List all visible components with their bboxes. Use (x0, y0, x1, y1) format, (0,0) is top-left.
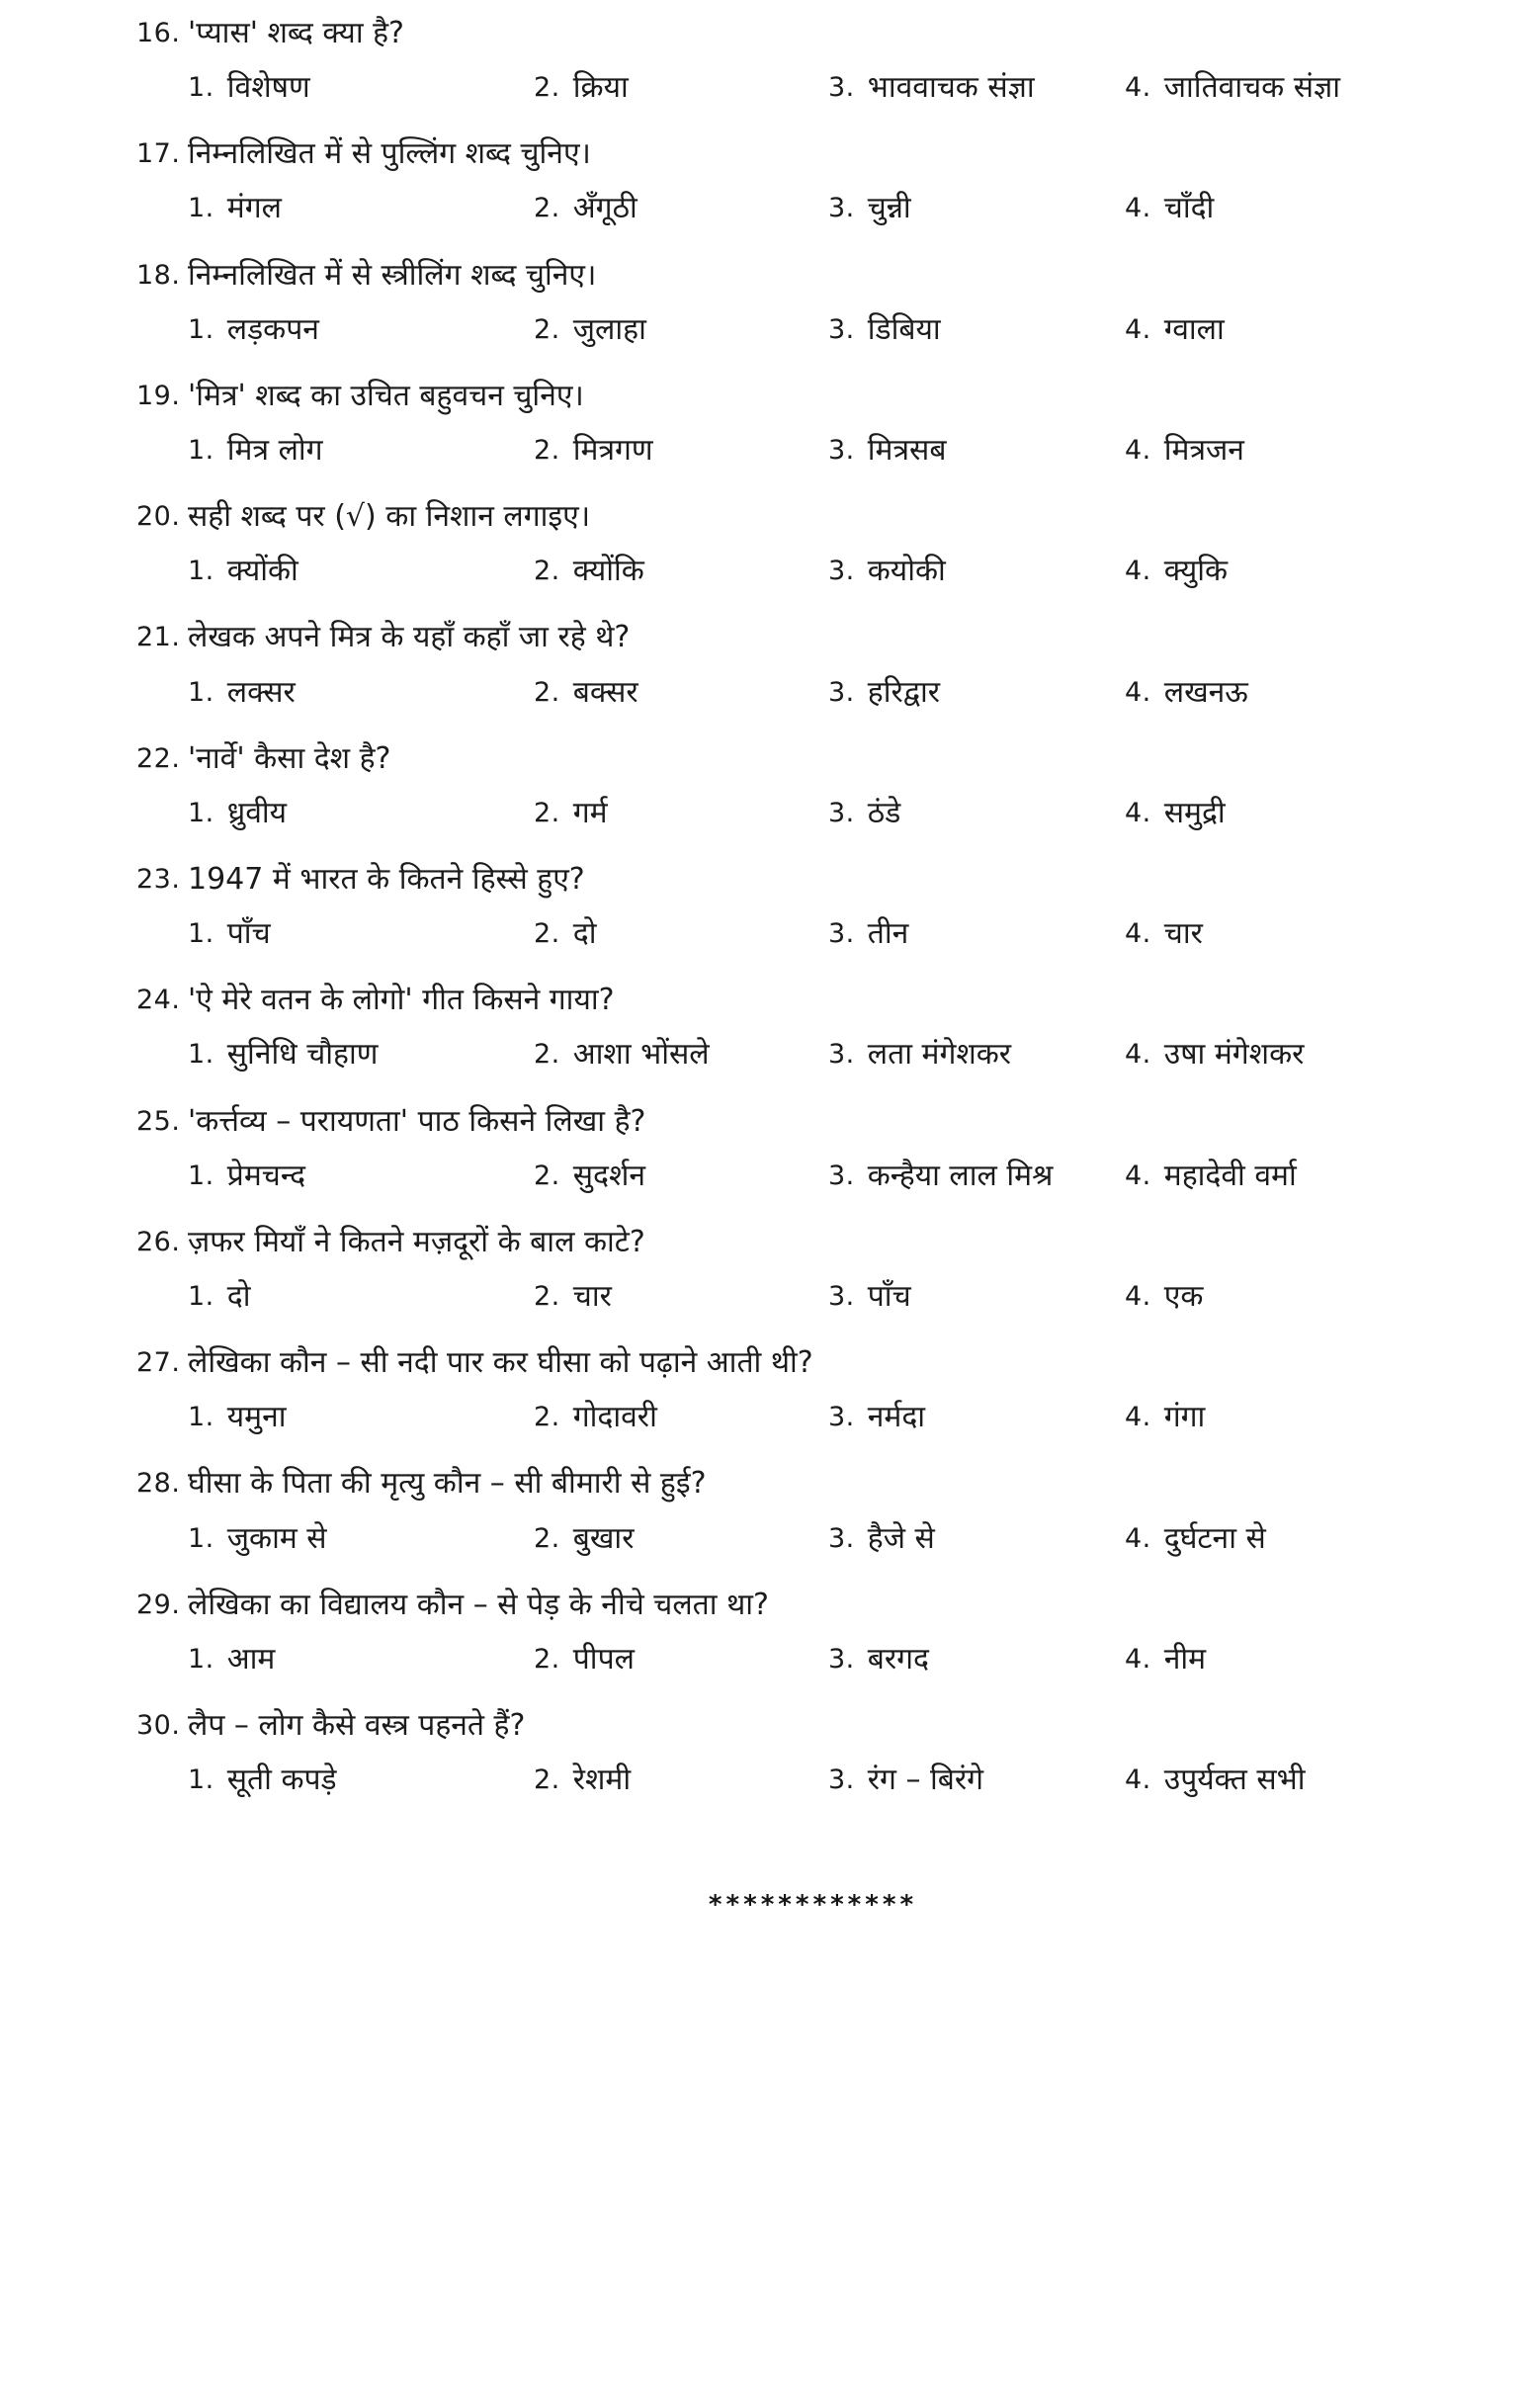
option-label: मंगल (226, 191, 282, 226)
option-label: गोदावरी (572, 1400, 657, 1435)
option-label: चुन्नी (867, 191, 911, 226)
option-number: 2. (534, 1039, 560, 1071)
question-number: 25. (136, 1105, 181, 1137)
option-number: 3. (828, 1160, 855, 1191)
option-label: मित्र लोग (226, 432, 323, 468)
option-label: कयोकी (867, 554, 946, 589)
question-number: 28. (136, 1468, 181, 1500)
option (534, 1157, 828, 1195)
question-text: निम्नलिखित में से स्त्रीलिंग शब्द चुनिए। (188, 257, 597, 293)
question-number: 23. (136, 863, 181, 895)
option-number: 1. (188, 193, 214, 224)
option (828, 1157, 1125, 1195)
option (534, 68, 828, 107)
question-text: घीसा के पिता की मृत्यु कौन – सी बीमारी से हुई? (188, 1466, 707, 1502)
question-number: 24. (136, 985, 181, 1016)
option (1125, 1519, 1489, 1558)
option-number: 1. (188, 797, 214, 828)
option-label: मित्रसब (867, 432, 947, 468)
option-label: सुदर्शन (572, 1158, 646, 1193)
option-label: चाँदी (1163, 191, 1215, 226)
option (1125, 673, 1489, 712)
option (534, 310, 828, 349)
option-label: मित्रजन (1163, 432, 1244, 468)
question-number: 29. (136, 1589, 181, 1620)
option-number: 2. (534, 1643, 560, 1675)
option-number: 1. (188, 1280, 214, 1312)
option (828, 68, 1125, 107)
question-text: सही शब्द पर (√) का निशान लगाइए। (188, 499, 591, 535)
option-number: 2. (534, 556, 560, 587)
option-number: 4. (1125, 434, 1151, 466)
question-text: लेखक अपने मित्र के यहाँ कहाँ जा रहे थे? (188, 620, 631, 655)
option (828, 673, 1125, 712)
option-number: 1. (188, 1764, 214, 1796)
option-number: 4. (1125, 72, 1151, 104)
option-label: गंगा (1163, 1400, 1206, 1435)
option-number: 4. (1125, 193, 1151, 224)
question-line (136, 739, 1489, 778)
option-number: 4. (1125, 1280, 1151, 1312)
option-label: दुर्घटना से (1163, 1520, 1266, 1556)
option (828, 1398, 1125, 1436)
options-row (188, 1398, 1489, 1436)
question-text: लेखिका का विद्यालय कौन – से पेड़ के नीचे चलता था? (188, 1587, 769, 1622)
option-number: 4. (1125, 1643, 1151, 1675)
option-label: डिबिया (867, 311, 941, 347)
option-number: 2. (534, 676, 560, 708)
option-number: 2. (534, 1764, 560, 1796)
option-number: 1. (188, 1643, 214, 1675)
option-label: सुनिधि चौहाण (226, 1037, 379, 1073)
question-text: 'कर्त्तव्य – परायणता' पाठ किसने लिखा है? (188, 1103, 646, 1139)
question-text: 'मित्र' शब्द का उचित बहुवचन चुनिए। (188, 378, 584, 413)
option-number: 3. (828, 72, 855, 104)
question-line (136, 1586, 1489, 1624)
options-row (188, 1640, 1489, 1678)
option-label: लता मंगेशकर (867, 1037, 1012, 1073)
question-block (136, 1102, 1489, 1195)
option-number: 4. (1125, 313, 1151, 345)
option (534, 552, 828, 590)
option (1125, 1640, 1489, 1678)
option-label: भाववाचक संज्ञा (867, 70, 1035, 106)
option (828, 552, 1125, 590)
question-number: 21. (136, 622, 181, 653)
option (534, 914, 828, 953)
option (828, 1519, 1125, 1558)
option-number: 1. (188, 1160, 214, 1191)
options-row (188, 1277, 1489, 1316)
option-label: विशेषण (226, 70, 310, 106)
option-number: 3. (828, 797, 855, 828)
question-block (136, 1343, 1489, 1436)
option (188, 673, 534, 712)
option (828, 431, 1125, 470)
option (1125, 794, 1489, 832)
option-label: जुलाहा (572, 311, 646, 347)
option (1125, 1035, 1489, 1074)
question-number: 30. (136, 1709, 181, 1741)
question-line (136, 1464, 1489, 1503)
option-label: दो (226, 1278, 251, 1314)
option-label: लड़कपन (226, 311, 319, 347)
question-text: लेखिका कौन – सी नदी पार कर घीसा को पढ़ाने आती थी? (188, 1345, 813, 1381)
option-number: 1. (188, 918, 214, 950)
options-row (188, 1761, 1489, 1799)
question-line (136, 1343, 1489, 1382)
question-line (136, 1706, 1489, 1745)
question-number: 18. (136, 259, 181, 291)
questions-list (136, 14, 1489, 1799)
question-number: 19. (136, 380, 181, 411)
option-label: हरिद्वार (867, 674, 941, 710)
option-number: 4. (1125, 797, 1151, 828)
question-line (136, 981, 1489, 1019)
option (1125, 914, 1489, 953)
option-number: 2. (534, 918, 560, 950)
option-number: 1. (188, 313, 214, 345)
option-label: प्रेमचन्द (226, 1158, 306, 1193)
option (188, 68, 534, 107)
option-number: 1. (188, 434, 214, 466)
option-number: 1. (188, 556, 214, 587)
option (534, 673, 828, 712)
option (1125, 431, 1489, 470)
option-label: अँगूठी (572, 191, 637, 226)
option-label: नीम (1163, 1641, 1207, 1677)
question-block (136, 1586, 1489, 1678)
option-number: 2. (534, 1280, 560, 1312)
option-number: 3. (828, 313, 855, 345)
question-block (136, 618, 1489, 711)
question-block (136, 1706, 1489, 1799)
option-label: क्योंकी (226, 554, 298, 589)
option-number: 4. (1125, 556, 1151, 587)
option (828, 794, 1125, 832)
options-row (188, 914, 1489, 953)
option-label: चार (572, 1278, 612, 1314)
option-label: दो (572, 916, 597, 952)
option (188, 189, 534, 227)
question-text: 1947 में भारत के कितने हिस्से हुए? (188, 861, 585, 897)
option-label: बुखार (572, 1520, 635, 1556)
option-label: एक (1163, 1278, 1204, 1314)
option-label: ग्वाला (1163, 311, 1225, 347)
option-label: पीपल (572, 1641, 635, 1677)
question-text: ज़फर मियाँ ने कितने मज़दूरों के बाल काटे? (188, 1224, 645, 1259)
option (1125, 1761, 1489, 1799)
option (828, 310, 1125, 349)
question-line (136, 134, 1489, 173)
question-block (136, 134, 1489, 227)
option-number: 2. (534, 1160, 560, 1191)
question-line (136, 1223, 1489, 1261)
option (534, 1035, 828, 1074)
option-number: 3. (828, 1039, 855, 1071)
option-number: 2. (534, 72, 560, 104)
option (534, 1761, 828, 1799)
question-block (136, 377, 1489, 470)
question-text: 'ऐ मेरे वतन के लोगो' गीत किसने गाया? (188, 983, 615, 1018)
option-number: 3. (828, 1764, 855, 1796)
option-label: रेशमी (572, 1763, 632, 1798)
option-number: 2. (534, 193, 560, 224)
option (1125, 1277, 1489, 1316)
option-label: लखनऊ (1163, 674, 1248, 710)
option-number: 4. (1125, 676, 1151, 708)
options-row (188, 1519, 1489, 1558)
option-number: 1. (188, 72, 214, 104)
question-number: 27. (136, 1347, 181, 1379)
option-number: 3. (828, 1280, 855, 1312)
option-number: 3. (828, 434, 855, 466)
question-text: लैप – लोग कैसे वस्त्र पहनते हैं? (188, 1707, 526, 1743)
option (534, 1519, 828, 1558)
option (828, 1277, 1125, 1316)
option (828, 1035, 1125, 1074)
options-row (188, 794, 1489, 832)
option (534, 431, 828, 470)
question-number: 20. (136, 501, 181, 533)
options-row (188, 68, 1489, 107)
option-number: 4. (1125, 918, 1151, 950)
option-number: 3. (828, 1643, 855, 1675)
question-line (136, 497, 1489, 536)
option-number: 2. (534, 1522, 560, 1554)
option (828, 1640, 1125, 1678)
option (534, 189, 828, 227)
option-label: ठंडे (867, 795, 901, 830)
question-block (136, 14, 1489, 107)
options-row (188, 431, 1489, 470)
option-label: मित्रगण (572, 432, 653, 468)
options-row (188, 1157, 1489, 1195)
option-label: उषा मंगेशकर (1163, 1037, 1305, 1073)
option-label: ध्रुवीय (226, 795, 288, 830)
option (188, 1398, 534, 1436)
option-label: गर्म (572, 795, 608, 830)
option-label: आम (226, 1641, 276, 1677)
option (188, 914, 534, 953)
option (828, 1761, 1125, 1799)
question-block (136, 739, 1489, 832)
option-label: क्रिया (572, 70, 629, 106)
option (188, 431, 534, 470)
option-number: 4. (1125, 1039, 1151, 1071)
option-label: चार (1163, 916, 1203, 952)
question-text: 'प्यास' शब्द क्या है? (188, 16, 404, 50)
option-label: महादेवी वर्मा (1163, 1158, 1297, 1193)
question-line (136, 1102, 1489, 1141)
separator-asterisks: ************ (708, 1890, 918, 1921)
option (1125, 189, 1489, 227)
option-label: क्युकि (1163, 554, 1229, 589)
option-label: कन्हैया लाल मिश्र (867, 1158, 1054, 1193)
option-number: 3. (828, 1522, 855, 1554)
option-number: 4. (1125, 1160, 1151, 1191)
question-number: 26. (136, 1226, 181, 1257)
option (188, 1640, 534, 1678)
option (1125, 310, 1489, 349)
question-line (136, 860, 1489, 899)
option-number: 1. (188, 1402, 214, 1433)
option (188, 794, 534, 832)
option (534, 1277, 828, 1316)
option-label: क्योंकि (572, 554, 644, 589)
option-label: आशा भोंसले (572, 1037, 710, 1073)
option-number: 1. (188, 1522, 214, 1554)
option-label: लक्सर (226, 674, 296, 710)
option-label: जातिवाचक संज्ञा (1163, 70, 1341, 106)
option-label: सूती कपड़े (226, 1763, 337, 1798)
question-line (136, 256, 1489, 295)
option (828, 189, 1125, 227)
option-label: उपुर्यक्त सभी (1163, 1763, 1306, 1798)
options-row (188, 310, 1489, 349)
option-label: बरगद (867, 1641, 929, 1677)
option-number: 3. (828, 676, 855, 708)
options-row (188, 1035, 1489, 1074)
option (188, 1519, 534, 1558)
option-number: 1. (188, 676, 214, 708)
option-number: 2. (534, 797, 560, 828)
question-block (136, 497, 1489, 590)
options-row (188, 673, 1489, 712)
option-label: पाँच (226, 916, 271, 952)
question-text: निम्नलिखित में से पुल्लिंग शब्द चुनिए। (188, 136, 591, 172)
question-block (136, 256, 1489, 349)
question-line (136, 377, 1489, 415)
question-block (136, 1464, 1489, 1557)
option (534, 794, 828, 832)
option-number: 3. (828, 193, 855, 224)
option-label: रंग – बिरंगे (867, 1763, 984, 1798)
option-number: 4. (1125, 1764, 1151, 1796)
option-number: 3. (828, 1402, 855, 1433)
option-label: हैजे से (867, 1520, 935, 1556)
option-label: नर्मदा (867, 1400, 926, 1435)
option-label: बक्सर (572, 674, 638, 710)
option (534, 1398, 828, 1436)
option-label: यमुना (226, 1400, 287, 1435)
question-block (136, 860, 1489, 953)
option-label: समुद्री (1163, 795, 1226, 830)
option-number: 3. (828, 918, 855, 950)
option-label: पाँच (867, 1278, 911, 1314)
question-line (136, 618, 1489, 656)
option (188, 1035, 534, 1074)
option-number: 3. (828, 556, 855, 587)
question-line (136, 14, 1489, 52)
option (1125, 552, 1489, 590)
option (534, 1640, 828, 1678)
option-number: 4. (1125, 1522, 1151, 1554)
option (1125, 1157, 1489, 1195)
option (188, 1157, 534, 1195)
option (188, 552, 534, 590)
question-number: 16. (136, 18, 181, 48)
options-row (188, 552, 1489, 590)
option (1125, 68, 1489, 107)
question-number: 17. (136, 138, 181, 170)
option (828, 914, 1125, 953)
question-block (136, 981, 1489, 1074)
option-number: 2. (534, 313, 560, 345)
question-block (136, 1223, 1489, 1316)
question-number: 22. (136, 742, 181, 774)
option (188, 1277, 534, 1316)
question-text: 'नार्वे' कैसा देश है? (188, 740, 391, 776)
option-label: जुकाम से (226, 1520, 327, 1556)
options-row (188, 189, 1489, 227)
option-number: 2. (534, 1402, 560, 1433)
option (188, 310, 534, 349)
option-number: 4. (1125, 1402, 1151, 1433)
option-label: तीन (867, 916, 909, 952)
option (188, 1761, 534, 1799)
option-number: 1. (188, 1039, 214, 1071)
option (1125, 1398, 1489, 1436)
option-number: 2. (534, 434, 560, 466)
